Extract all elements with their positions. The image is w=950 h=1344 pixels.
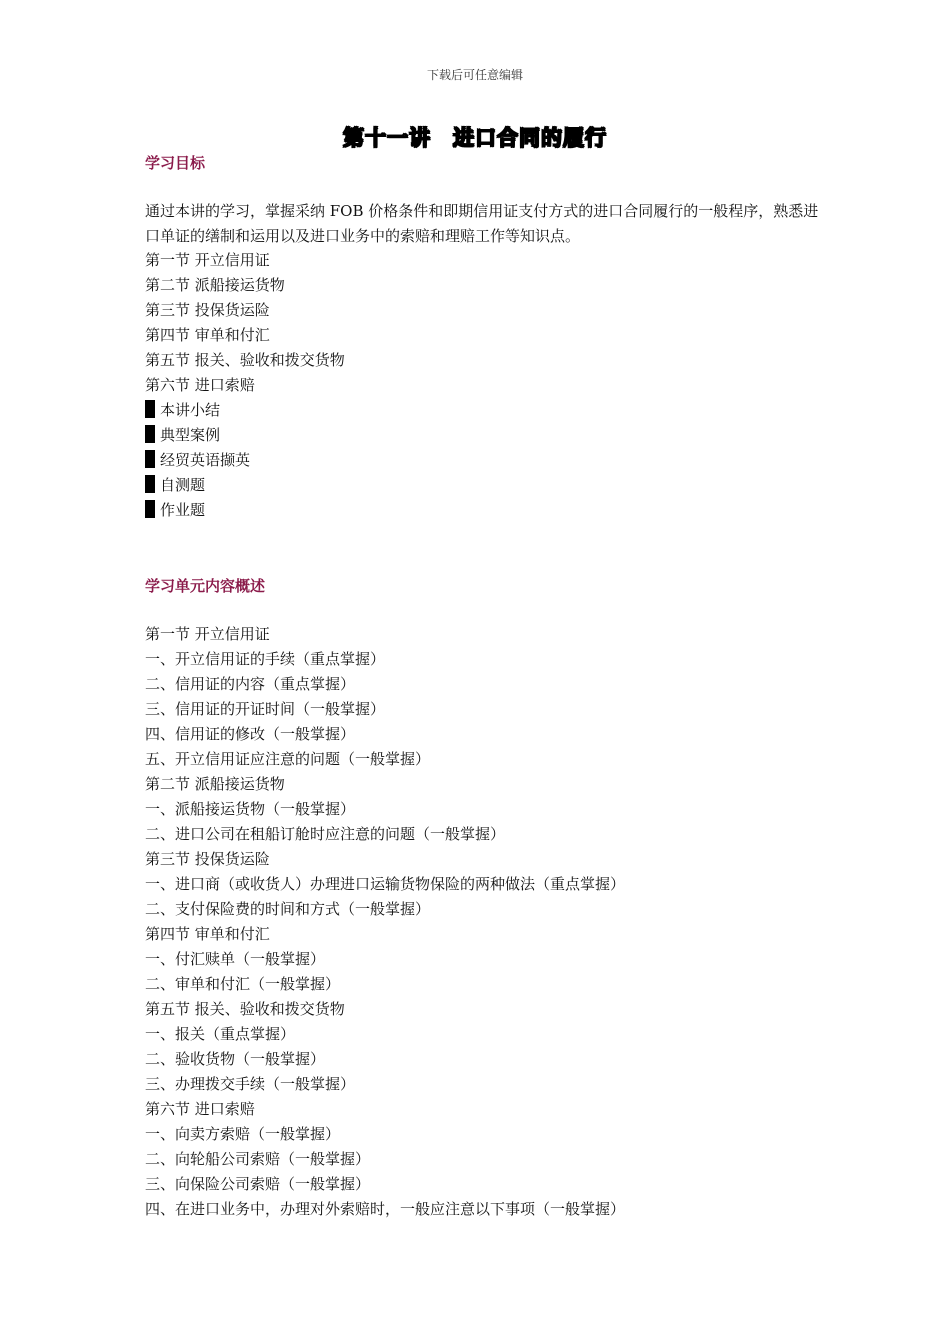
bullet-icon <box>145 450 155 468</box>
extra-item <box>145 423 345 448</box>
extra-item <box>145 498 345 523</box>
overview-item: 二、支付保险费的时间和方式（一般掌握） <box>145 900 431 918</box>
page-title: 第十一讲 进口合同的履行 <box>343 125 607 150</box>
overview-item: 一、进口商（或收货人）办理进口运输货物保险的两种做法（重点掌握） <box>145 875 626 893</box>
section-item: 第六节 进口索赔 <box>145 376 255 394</box>
overview-item: 二、进口公司在租船订舱时应注意的问题（一般掌握） <box>145 825 506 843</box>
overview-list <box>145 622 625 1222</box>
extra-item <box>145 473 345 498</box>
bullet-icon <box>145 500 155 518</box>
overview-item: 一、派船接运货物（一般掌握） <box>145 800 356 818</box>
extra-label: 经贸英语撷英 <box>160 451 251 469</box>
bullet-icon <box>145 400 155 418</box>
intro-paragraph: 通过本讲的学习，掌握采纳 FOB 价格条件和即期信用证支付方式的进口合同履行的一般程序，熟悉进口单证的缮制和运用以及进口业务中的索赔和理赔工作等知识点。 <box>145 202 819 245</box>
overview-item: 第三节 投保货运险 <box>145 850 270 868</box>
extra-item <box>145 398 345 423</box>
overview-item: 四、信用证的修改（一般掌握） <box>145 725 356 743</box>
extra-label: 自测题 <box>160 476 206 494</box>
extra-label: 典型案例 <box>160 426 221 444</box>
overview-item: 一、向卖方索赔（一般掌握） <box>145 1125 341 1143</box>
extra-label: 本讲小结 <box>160 401 221 419</box>
section-list <box>145 248 345 523</box>
section-item: 第四节 审单和付汇 <box>145 326 270 344</box>
objectives-heading: 学习目标 <box>145 154 206 172</box>
overview-item: 三、向保险公司索赔（一般掌握） <box>145 1175 371 1193</box>
bullet-icon <box>145 425 155 443</box>
overview-item: 第二节 派船接运货物 <box>145 775 285 793</box>
section-item: 第一节 开立信用证 <box>145 251 270 269</box>
overview-item: 二、审单和付汇（一般掌握） <box>145 975 341 993</box>
overview-item: 五、开立信用证应注意的问题（一般掌握） <box>145 750 431 768</box>
overview-item: 四、在进口业务中，办理对外索赔时，一般应注意以下事项（一般掌握） <box>145 1200 626 1218</box>
overview-item: 三、办理拨交手续（一般掌握） <box>145 1075 356 1093</box>
overview-item: 一、开立信用证的手续（重点掌握） <box>145 650 386 668</box>
overview-item: 第五节 报关、验收和拨交货物 <box>145 1000 345 1018</box>
overview-heading: 学习单元内容概述 <box>145 577 266 595</box>
extra-item <box>145 448 345 473</box>
overview-item: 二、向轮船公司索赔（一般掌握） <box>145 1150 371 1168</box>
overview-item: 三、信用证的开证时间（一般掌握） <box>145 700 386 718</box>
section-item: 第五节 报关、验收和拨交货物 <box>145 351 345 369</box>
overview-item: 二、信用证的内容（重点掌握） <box>145 675 356 693</box>
section-item: 第三节 投保货运险 <box>145 301 270 319</box>
overview-item: 第四节 审单和付汇 <box>145 925 270 943</box>
overview-item: 第六节 进口索赔 <box>145 1100 255 1118</box>
overview-item: 第一节 开立信用证 <box>145 625 270 643</box>
overview-item: 一、报关（重点掌握） <box>145 1025 296 1043</box>
overview-item: 二、验收货物（一般掌握） <box>145 1050 326 1068</box>
extra-label: 作业题 <box>160 501 206 519</box>
bullet-icon <box>145 475 155 493</box>
overview-item: 一、付汇赎单（一般掌握） <box>145 950 326 968</box>
section-item: 第二节 派船接运货物 <box>145 276 285 294</box>
header-note: 下载后可任意编辑 <box>426 68 523 82</box>
